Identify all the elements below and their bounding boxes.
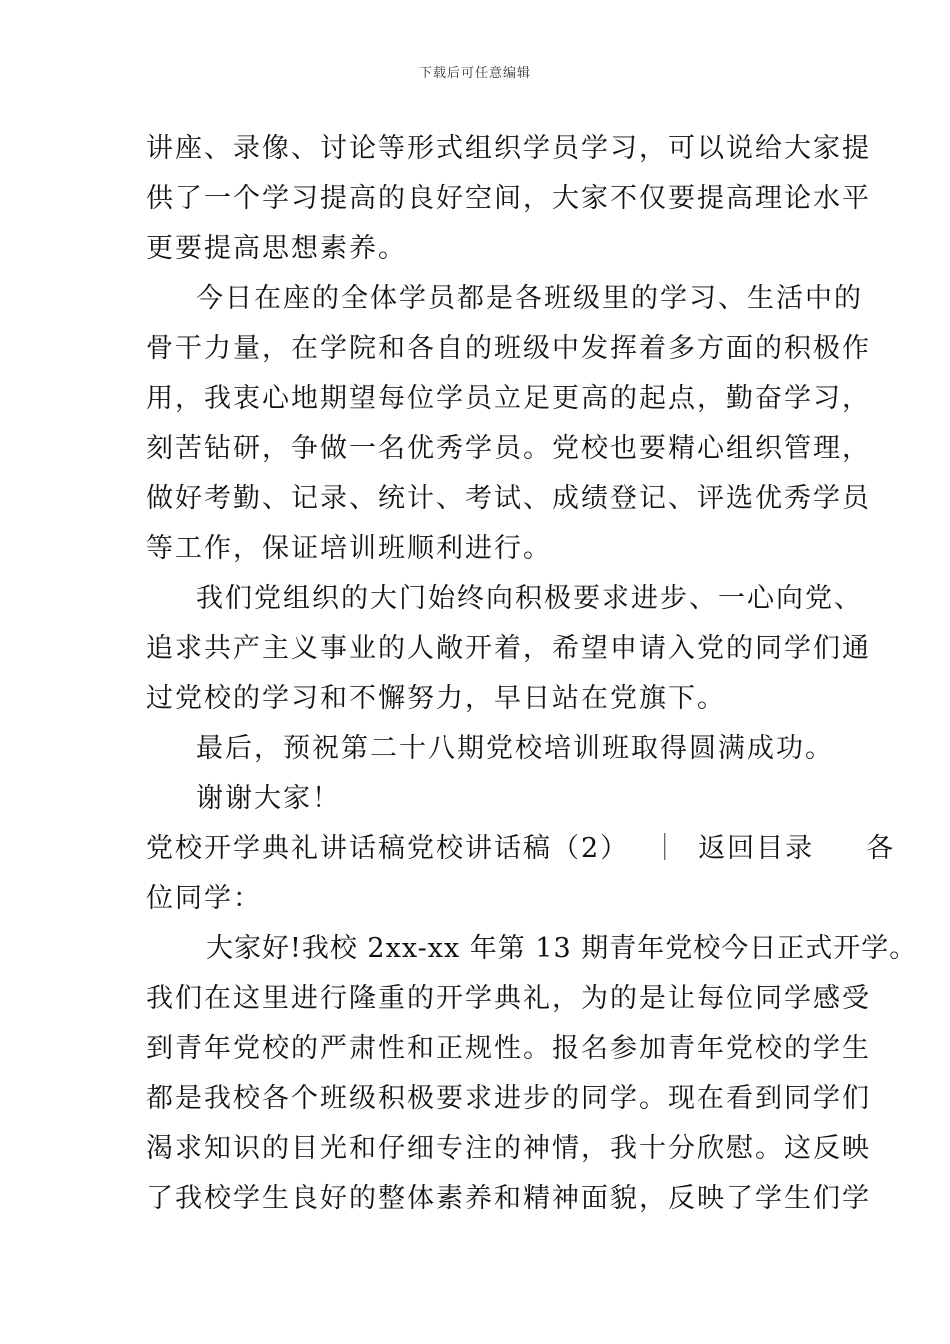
paragraph-line: 到青年党校的严肃性和正规性。报名参加青年党校的学生 (146, 1033, 871, 1064)
paragraph-line: 等工作，保证培训班顺利进行。 (146, 533, 552, 564)
section-title: 党校开学典礼讲话稿党校讲话稿（2） (146, 833, 630, 864)
paragraph-line: 过党校的学习和不懈努力，早日站在党旗下。 (146, 683, 726, 714)
paragraph-line: 更要提高思想素养。 (146, 233, 407, 264)
paragraph-line: 供了一个学习提高的良好空间，大家不仅要提高理论水平 (146, 183, 871, 214)
paragraph-line: 今日在座的全体学员都是各班级里的学习、生活中的 (196, 283, 863, 314)
paragraph-line: 都是我校各个班级积极要求进步的同学。现在看到同学们 (146, 1083, 871, 1114)
paragraph-line: 了我校学生良好的整体素养和精神面貌，反映了学生们学 (146, 1183, 871, 1214)
back-to-contents-link[interactable]: 返回目录 (698, 833, 815, 864)
paragraph-line: 骨干力量，在学院和各自的班级中发挥着多方面的积极作 (146, 333, 871, 364)
title-separator: ｜ (651, 833, 681, 864)
paragraph-line: 讲座、录像、讨论等形式组织学员学习，可以说给大家提 (146, 133, 871, 164)
page-header: 下载后可任意编辑 (418, 66, 531, 81)
paragraph-line: 用，我衷心地期望每位学员立足更高的起点，勤奋学习， (146, 383, 871, 414)
paragraph-line: 刻苦钻研，争做一名优秀学员。党校也要精心组织管理， (146, 433, 871, 464)
greeting-start: 各 (866, 833, 896, 864)
paragraph-line: 我们在这里进行隆重的开学典礼，为的是让每位同学感受 (146, 983, 871, 1014)
paragraph-line: 大家好!我校 2xx-xx 年第 13 期青年党校今日正式开学。 (206, 933, 918, 964)
paragraph-line: 做好考勤、记录、统计、考试、成绩登记、评选优秀学员 (146, 483, 871, 514)
section-heading-line (146, 831, 895, 867)
paragraph-line: 谢谢大家！ (196, 783, 341, 814)
paragraph-line: 我们党组织的大门始终向积极要求进步、一心向党、 (196, 583, 863, 614)
paragraph-line: 渴求知识的目光和仔细专注的神情，我十分欣慰。这反映 (146, 1133, 871, 1164)
greeting-line: 位同学： (146, 883, 262, 914)
paragraph-line: 追求共产主义事业的人敞开着，希望申请入党的同学们通 (146, 633, 871, 664)
paragraph-line: 最后，预祝第二十八期党校培训班取得圆满成功。 (196, 733, 834, 764)
